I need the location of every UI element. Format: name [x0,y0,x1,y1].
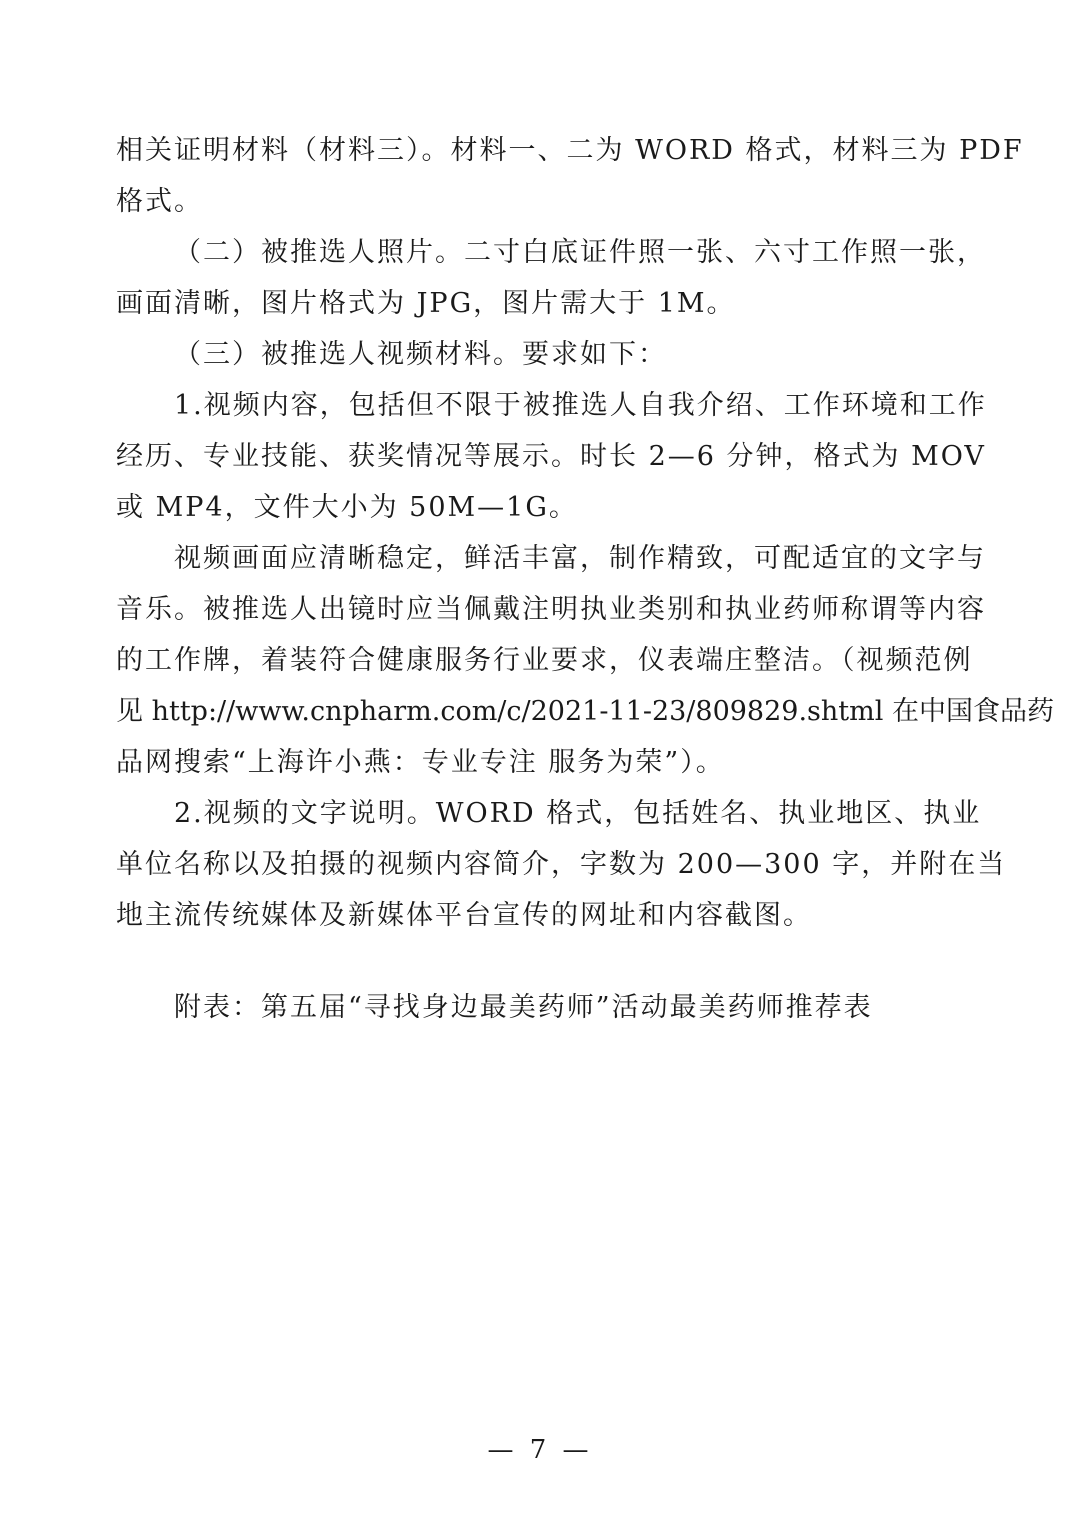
text-line-4: 画面清晰，图片格式为 JPG，图片需大于 1M。 [116,288,736,319]
text-line-15: 单位名称以及拍摄的视频内容简介，字数为 200—300 字，并附在当 [116,849,1007,880]
text-line-12: 见 http://www.cnpharm.com/c/2021-11-23/809829.shtml 在中国食品药 [116,696,1054,727]
text-line-16: 地主流传统媒体及新媒体平台宣传的网址和内容截图。 [116,900,812,931]
text-line-6: 1.视频内容，包括但不限于被推选人自我介绍、工作环境和工作 [174,390,987,421]
text-line-5: （三）被推选人视频材料。要求如下： [174,339,667,370]
text-line-1: 相关证明材料（材料三）。材料一、二为 WORD 格式，材料三为 PDF [116,135,1024,166]
page-number: — 7 — [487,1435,593,1465]
text-line-2: 格式。 [116,186,203,217]
text-line-8: 或 MP4，文件大小为 50M—1G。 [116,492,578,523]
text-line-10: 音乐。被推选人出镜时应当佩戴注明执业类别和执业药师称谓等内容 [116,594,986,625]
text-line-14: 2.视频的文字说明。WORD 格式，包括姓名、执业地区、执业 [174,798,982,829]
text-line-7: 经历、专业技能、获奖情况等展示。时长 2—6 分钟，格式为 MOV [116,441,986,472]
text-line-11: 的工作牌，着装符合健康服务行业要求，仪表端庄整洁。（视频范例 [116,645,973,676]
attachment-note: 附表：第五届“寻找身边最美药师”活动最美药师推荐表 [174,992,873,1023]
text-line-3: （二）被推选人照片。二寸白底证件照一张、六寸工作照一张， [174,237,986,268]
text-line-13: 品网搜索“上海许小燕：专业专注 服务为荣”）。 [116,747,725,778]
text-line-9: 视频画面应清晰稳定，鲜活丰富，制作精致，可配适宜的文字与 [174,543,986,574]
